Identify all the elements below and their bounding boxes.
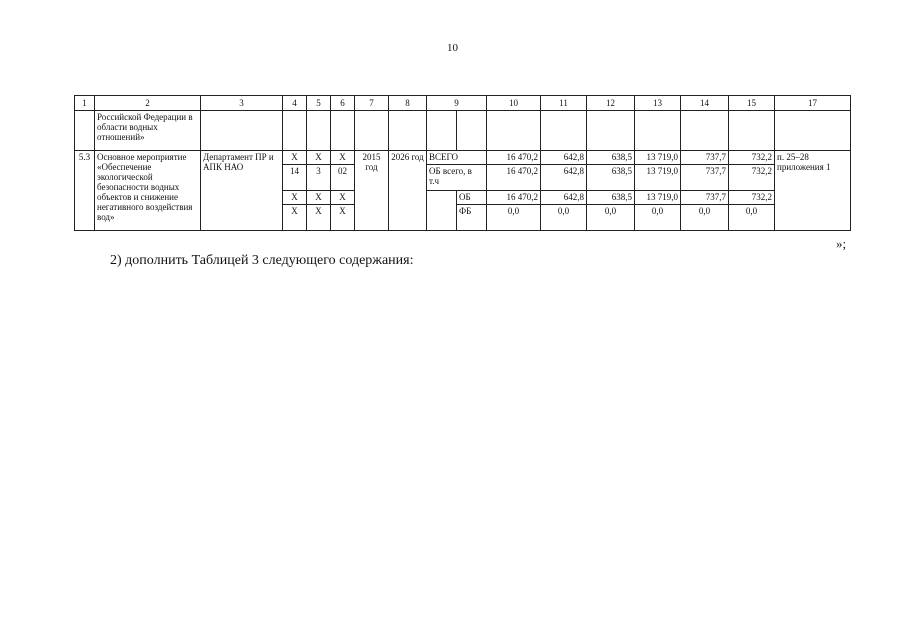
code-cell: X [307, 151, 331, 165]
header-cell: 17 [775, 96, 851, 111]
code-cell: X [331, 191, 355, 205]
value-cell: 0,0 [541, 205, 587, 231]
value-cell: 737,7 [681, 191, 729, 205]
value-cell: 13 719,0 [635, 165, 681, 191]
value-cell: 737,7 [681, 165, 729, 191]
page-number: 10 [447, 42, 458, 54]
header-cell: 8 [389, 96, 427, 111]
header-cell: 10 [487, 96, 541, 111]
source-cell [427, 191, 457, 231]
value-cell: 737,7 [681, 151, 729, 165]
value-cell: 642,8 [541, 191, 587, 205]
code-cell: 14 [283, 165, 307, 191]
start-year: 2015 год [355, 151, 389, 231]
table-row [75, 111, 851, 151]
source-sub-cell: ФБ [457, 205, 487, 231]
source-sub-cell: ОБ [457, 191, 487, 205]
code-cell: X [331, 205, 355, 231]
value-cell: 638,5 [587, 151, 635, 165]
value-cell: 13 719,0 [635, 191, 681, 205]
note-cell: п. 25–28 приложения 1 [775, 151, 851, 231]
value-cell: 16 470,2 [487, 151, 541, 165]
value-cell: 13 719,0 [635, 151, 681, 165]
header-cell: 5 [307, 96, 331, 111]
header-cell: 7 [355, 96, 389, 111]
code-cell: X [283, 151, 307, 165]
value-cell: 0,0 [635, 205, 681, 231]
row-number: 5.3 [75, 151, 95, 231]
code-cell: 3 [307, 165, 331, 191]
value-cell: 732,2 [729, 165, 775, 191]
header-cell: 3 [201, 96, 283, 111]
program-table [74, 95, 851, 231]
header-cell: 6 [331, 96, 355, 111]
value-cell: 16 470,2 [487, 191, 541, 205]
value-cell: 642,8 [541, 165, 587, 191]
header-cell: 15 [729, 96, 775, 111]
header-cell: 13 [635, 96, 681, 111]
table-row [75, 151, 851, 165]
header-cell: 9 [427, 96, 487, 111]
value-cell: 642,8 [541, 151, 587, 165]
value-cell: 16 470,2 [487, 165, 541, 191]
code-cell: X [283, 191, 307, 205]
code-cell: X [283, 205, 307, 231]
header-cell: 12 [587, 96, 635, 111]
value-cell: 638,5 [587, 191, 635, 205]
header-cell: 4 [283, 96, 307, 111]
measure-name: Основное мероприятие «Обеспечение экологической безопасности водных объектов и снижение негативного воздействия вод» [95, 151, 201, 231]
code-cell: 02 [331, 165, 355, 191]
header-cell: 1 [75, 96, 95, 111]
value-cell: 732,2 [729, 191, 775, 205]
value-cell: 732,2 [729, 151, 775, 165]
header-cell: 14 [681, 96, 729, 111]
code-cell: X [307, 191, 331, 205]
code-cell: X [331, 151, 355, 165]
executor: Департамент ПР и АПК НАО [201, 151, 283, 231]
instruction-text: 2) дополнить Таблицей 3 следующего содержания: [110, 253, 414, 268]
value-cell: 0,0 [729, 205, 775, 231]
header-cell: 2 [95, 96, 201, 111]
value-cell: 0,0 [587, 205, 635, 231]
source-cell: ВСЕГО [427, 151, 487, 165]
code-cell: X [307, 205, 331, 231]
header-row [75, 96, 851, 111]
end-year: 2026 год [389, 151, 427, 231]
closing-quote: »; [836, 236, 847, 251]
measure-name-cont: Российской Федерации в области водных отношений» [95, 111, 201, 151]
value-cell: 638,5 [587, 165, 635, 191]
header-cell: 11 [541, 96, 587, 111]
value-cell: 0,0 [487, 205, 541, 231]
source-cell: ОБ всего, в т.ч [427, 165, 487, 191]
value-cell: 0,0 [681, 205, 729, 231]
